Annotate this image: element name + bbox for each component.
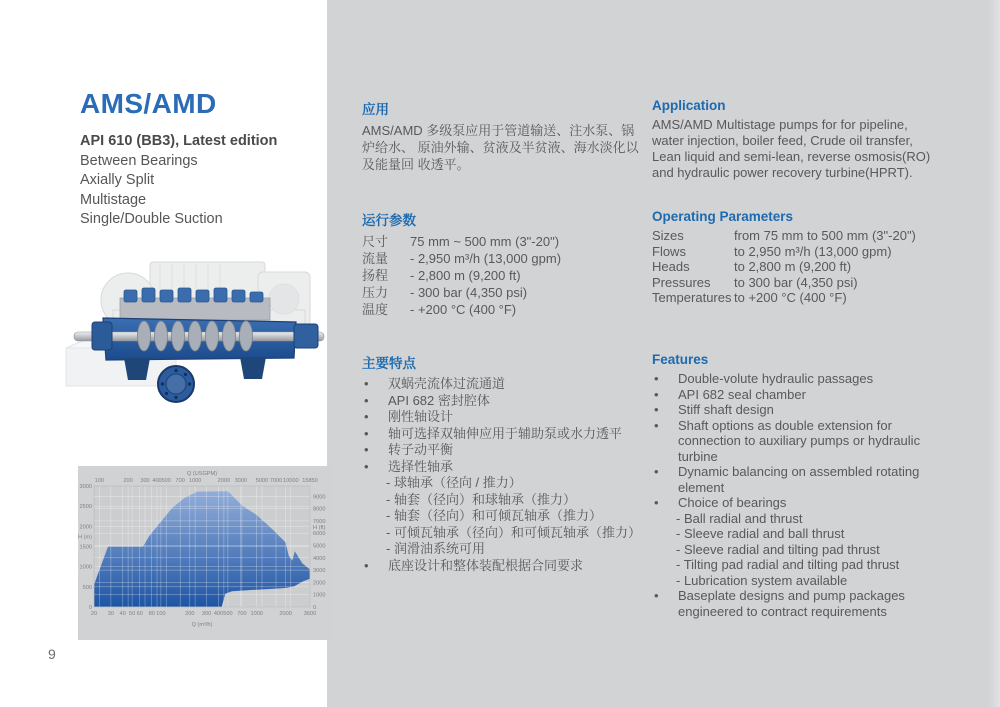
svg-text:30: 30: [107, 611, 115, 617]
en-features-title: Features: [652, 352, 709, 367]
svg-text:0: 0: [88, 605, 92, 611]
feature-subitem: - 可倾瓦轴承（径向）和可倾瓦轴承（推力）: [386, 524, 641, 540]
subtitle-line: Between Bearings: [80, 152, 198, 169]
svg-text:60: 60: [136, 611, 143, 617]
en-parameters-section: [652, 209, 937, 306]
svg-text:1000: 1000: [250, 611, 263, 617]
svg-text:Q (m³/h): Q (m³/h): [191, 622, 213, 628]
bullet-icon: •: [654, 495, 659, 510]
svg-text:4000: 4000: [313, 555, 326, 562]
feature-item: [362, 459, 640, 476]
parameter-row: [362, 284, 640, 301]
parameter-value: - 300 bar (4,350 psi): [410, 285, 528, 300]
feature-subitem: - Ball radial and thrust: [676, 510, 803, 526]
feature-text: 转子动平衡: [388, 442, 454, 457]
feature-subitem: - 球轴承（径向 / 推力）: [386, 475, 522, 490]
en-features-list: [652, 371, 937, 619]
feature-subitem: - Tilting pad radial and tilting pad thrust: [676, 557, 900, 572]
cn-features-title: 主要特点: [362, 356, 416, 371]
parameter-row: [362, 267, 640, 284]
svg-text:5000: 5000: [255, 478, 269, 484]
svg-text:300: 300: [201, 611, 212, 617]
performance-range-chart: [78, 466, 332, 640]
en-parameters-title: Operating Parameters: [652, 209, 794, 224]
parameter-label: 温度: [362, 302, 389, 317]
bullet-icon: •: [364, 458, 369, 474]
parameter-label: 尺寸: [362, 234, 389, 249]
svg-text:700: 700: [175, 478, 185, 484]
feature-text: 轴可选择双轴伸应用于辅助泵或水力透平: [388, 425, 623, 441]
svg-text:50: 50: [128, 611, 136, 617]
bullet-icon: •: [654, 386, 659, 402]
cn-features-list: [362, 376, 640, 574]
svg-text:0: 0: [313, 605, 317, 611]
feature-text: 底座设计和整体装配根据合同要求: [388, 557, 584, 573]
svg-text:40: 40: [119, 611, 126, 617]
feature-text: Shaft options as double extension for connection to auxiliary pumps or hydraulic turbine: [678, 417, 921, 464]
pump-foot: [124, 358, 150, 380]
bullet-icon: •: [364, 376, 369, 391]
feature-text: API 682 密封腔体: [388, 392, 490, 408]
page-title: AMS/AMD: [80, 88, 217, 119]
subtitle-line: Axially Split: [80, 172, 155, 188]
cn-features-section: [362, 352, 640, 574]
cn-application-section: [362, 98, 640, 173]
parameter-value: to 2,950 m³/h (13,000 gpm): [734, 243, 892, 259]
svg-text:100: 100: [156, 611, 166, 617]
parameter-value: from 75 mm to 500 mm (3"-20"): [734, 228, 916, 243]
svg-text:80: 80: [148, 611, 155, 617]
page-edge-highlight: [988, 0, 1000, 707]
feature-item: [362, 409, 640, 426]
bullet-icon: •: [364, 442, 369, 457]
svg-text:1000: 1000: [188, 478, 202, 484]
svg-text:3000: 3000: [313, 568, 326, 575]
feature-item: [652, 588, 937, 619]
feature-item: [652, 495, 937, 511]
parameter-row: [652, 275, 937, 291]
feature-item: [362, 442, 640, 459]
parameter-value: - 2,800 m (9,200 ft): [410, 268, 521, 283]
parameter-row: [362, 301, 640, 318]
parameter-value: - +200 °C (400 °F): [410, 302, 517, 317]
svg-text:9000: 9000: [313, 494, 326, 501]
bullet-icon: •: [364, 425, 369, 441]
feature-subitem: - 轴套（径向）和球轴承（推力）: [386, 491, 576, 507]
svg-text:6000: 6000: [313, 531, 326, 538]
svg-text:2000: 2000: [313, 580, 326, 587]
svg-text:1000: 1000: [79, 564, 92, 571]
subtitle-edition: API 610 (BB3), Latest edition: [80, 133, 278, 149]
en-parameters-table: [652, 228, 937, 306]
parameter-row: [362, 250, 640, 267]
svg-text:400: 400: [152, 478, 162, 484]
svg-text:200: 200: [185, 611, 195, 617]
svg-text:500: 500: [82, 584, 92, 591]
parameter-row: [362, 233, 640, 250]
parameter-label: 压力: [362, 285, 389, 300]
parameter-row: [652, 290, 937, 306]
feature-text: Dynamic balancing on assembled rotating element: [678, 464, 920, 495]
svg-text:2000: 2000: [279, 611, 292, 617]
feature-text: 双蜗壳流体过流通道: [388, 376, 506, 391]
svg-text:1500: 1500: [79, 544, 92, 551]
svg-text:H (ft): H (ft): [313, 525, 326, 532]
svg-text:300: 300: [140, 478, 150, 484]
feature-item: [652, 402, 937, 418]
bearing-housing-left: [92, 322, 112, 350]
svg-text:2500: 2500: [79, 504, 92, 511]
svg-text:2000: 2000: [79, 524, 92, 531]
bullet-icon: •: [364, 557, 369, 573]
parameter-row: [652, 228, 937, 244]
feature-subitem: - Lubrication system available: [676, 572, 848, 588]
pump-image: [58, 252, 336, 422]
feature-subitem: - 润滑油系统可用: [386, 541, 485, 556]
parameter-label: 扬程: [362, 268, 389, 283]
svg-text:10000: 10000: [283, 478, 299, 484]
bullet-icon: •: [654, 464, 659, 479]
bearing-housing-right: [294, 324, 318, 348]
en-application-body: AMS/AMD Multistage pumps for for pipeline, water injection, boiler feed, Crude oil transfer, Lean liquid and semi-lean, reverse osmosis(RO) and hydraulic power recovery turbine(HPRT).: [652, 117, 931, 180]
pump-cutaway-illustration: [58, 252, 336, 422]
svg-text:8000: 8000: [313, 506, 326, 513]
parameter-label: Sizes: [652, 228, 684, 243]
feature-subitem: - 轴套（径向）和可倾瓦轴承（推力）: [386, 508, 602, 523]
feature-item: [652, 371, 937, 387]
svg-text:7000: 7000: [269, 478, 283, 484]
svg-text:2000: 2000: [217, 478, 231, 484]
svg-text:400: 400: [213, 611, 224, 617]
subtitle-line: Single/Double Suction: [80, 211, 223, 227]
feature-text: Stiff shaft design: [678, 402, 774, 417]
feature-subitem: - Sleeve radial and ball thrust: [676, 526, 845, 541]
feature-text: 刚性轴设计: [388, 409, 454, 424]
parameter-label: Temperatures: [652, 290, 732, 305]
feature-text: API 682 seal chamber: [678, 386, 806, 402]
cn-parameters-title: 运行参数: [362, 213, 416, 228]
parameter-label: 流量: [362, 251, 389, 266]
feature-text: Double-volute hydraulic passages: [678, 371, 874, 386]
en-features-section: [652, 352, 937, 619]
feature-text: Choice of bearings: [678, 495, 787, 510]
feature-text: 选择性轴承: [388, 458, 454, 474]
bullet-icon: •: [654, 402, 659, 417]
svg-text:Q (USGPM): Q (USGPM): [186, 471, 218, 477]
feature-subitem: - Sleeve radial and tilting pad thrust: [676, 541, 880, 557]
feature-item: [362, 376, 640, 393]
svg-text:H (m): H (m): [78, 534, 92, 541]
range-chart-svg: [78, 466, 332, 640]
parameter-value: to 2,800 m (9,200 ft): [734, 259, 852, 274]
subtitle-line: Multistage: [80, 191, 147, 208]
suction-flange: [158, 366, 194, 402]
parameter-value: - 2,950 m³/h (13,000 gpm): [410, 251, 562, 266]
page-number: 9: [48, 646, 56, 662]
svg-text:7000: 7000: [313, 518, 326, 525]
feature-item: [362, 426, 640, 443]
bullet-icon: •: [654, 417, 659, 433]
svg-text:5000: 5000: [313, 543, 326, 550]
parameter-row: [652, 244, 937, 260]
feature-item: [652, 418, 937, 465]
cn-parameters-section: [362, 209, 640, 318]
en-application-section: [652, 98, 937, 181]
svg-text:200: 200: [123, 478, 133, 484]
parameter-label: Pressures: [652, 274, 711, 290]
pump-foot: [240, 357, 266, 379]
feature-item: [652, 387, 937, 403]
bullet-icon: •: [364, 392, 369, 408]
svg-text:20: 20: [90, 611, 98, 617]
parameter-label: Heads: [652, 259, 690, 274]
parameter-value: to 300 bar (4,350 psi): [734, 274, 858, 290]
cn-application-body: AMS/AMD 多级泵应用于管道输送、注水泵、锅炉给水、 原油外输、贫液及半贫液、海水淡化以及能量回 收透平。: [362, 123, 639, 172]
parameter-label: Flows: [652, 243, 686, 259]
svg-text:700: 700: [237, 611, 247, 617]
cn-parameters-table: [362, 233, 640, 318]
product-subtitle: [80, 132, 277, 230]
svg-text:100: 100: [94, 478, 104, 484]
feature-item: [362, 558, 640, 575]
parameter-row: [652, 259, 937, 275]
svg-text:3000: 3000: [79, 484, 92, 490]
svg-text:500: 500: [223, 611, 233, 617]
svg-text:15850: 15850: [302, 478, 318, 484]
svg-text:3000: 3000: [234, 478, 248, 484]
en-application-title: Application: [652, 98, 726, 113]
svg-text:500: 500: [161, 478, 171, 484]
parameter-value: 75 mm ~ 500 mm (3"-20"): [410, 234, 560, 249]
bullet-icon: •: [654, 588, 659, 603]
bullet-icon: •: [654, 371, 659, 386]
feature-item: [652, 464, 937, 495]
svg-text:1000: 1000: [313, 592, 326, 599]
bullet-icon: •: [364, 409, 369, 424]
svg-text:3600: 3600: [303, 611, 317, 617]
parameter-value: to +200 °C (400 °F): [734, 290, 847, 305]
cn-application-title: 应用: [362, 102, 389, 117]
feature-item: [362, 393, 640, 410]
feature-text: Baseplate designs and pump packages engineered to contract requirements: [678, 588, 905, 619]
